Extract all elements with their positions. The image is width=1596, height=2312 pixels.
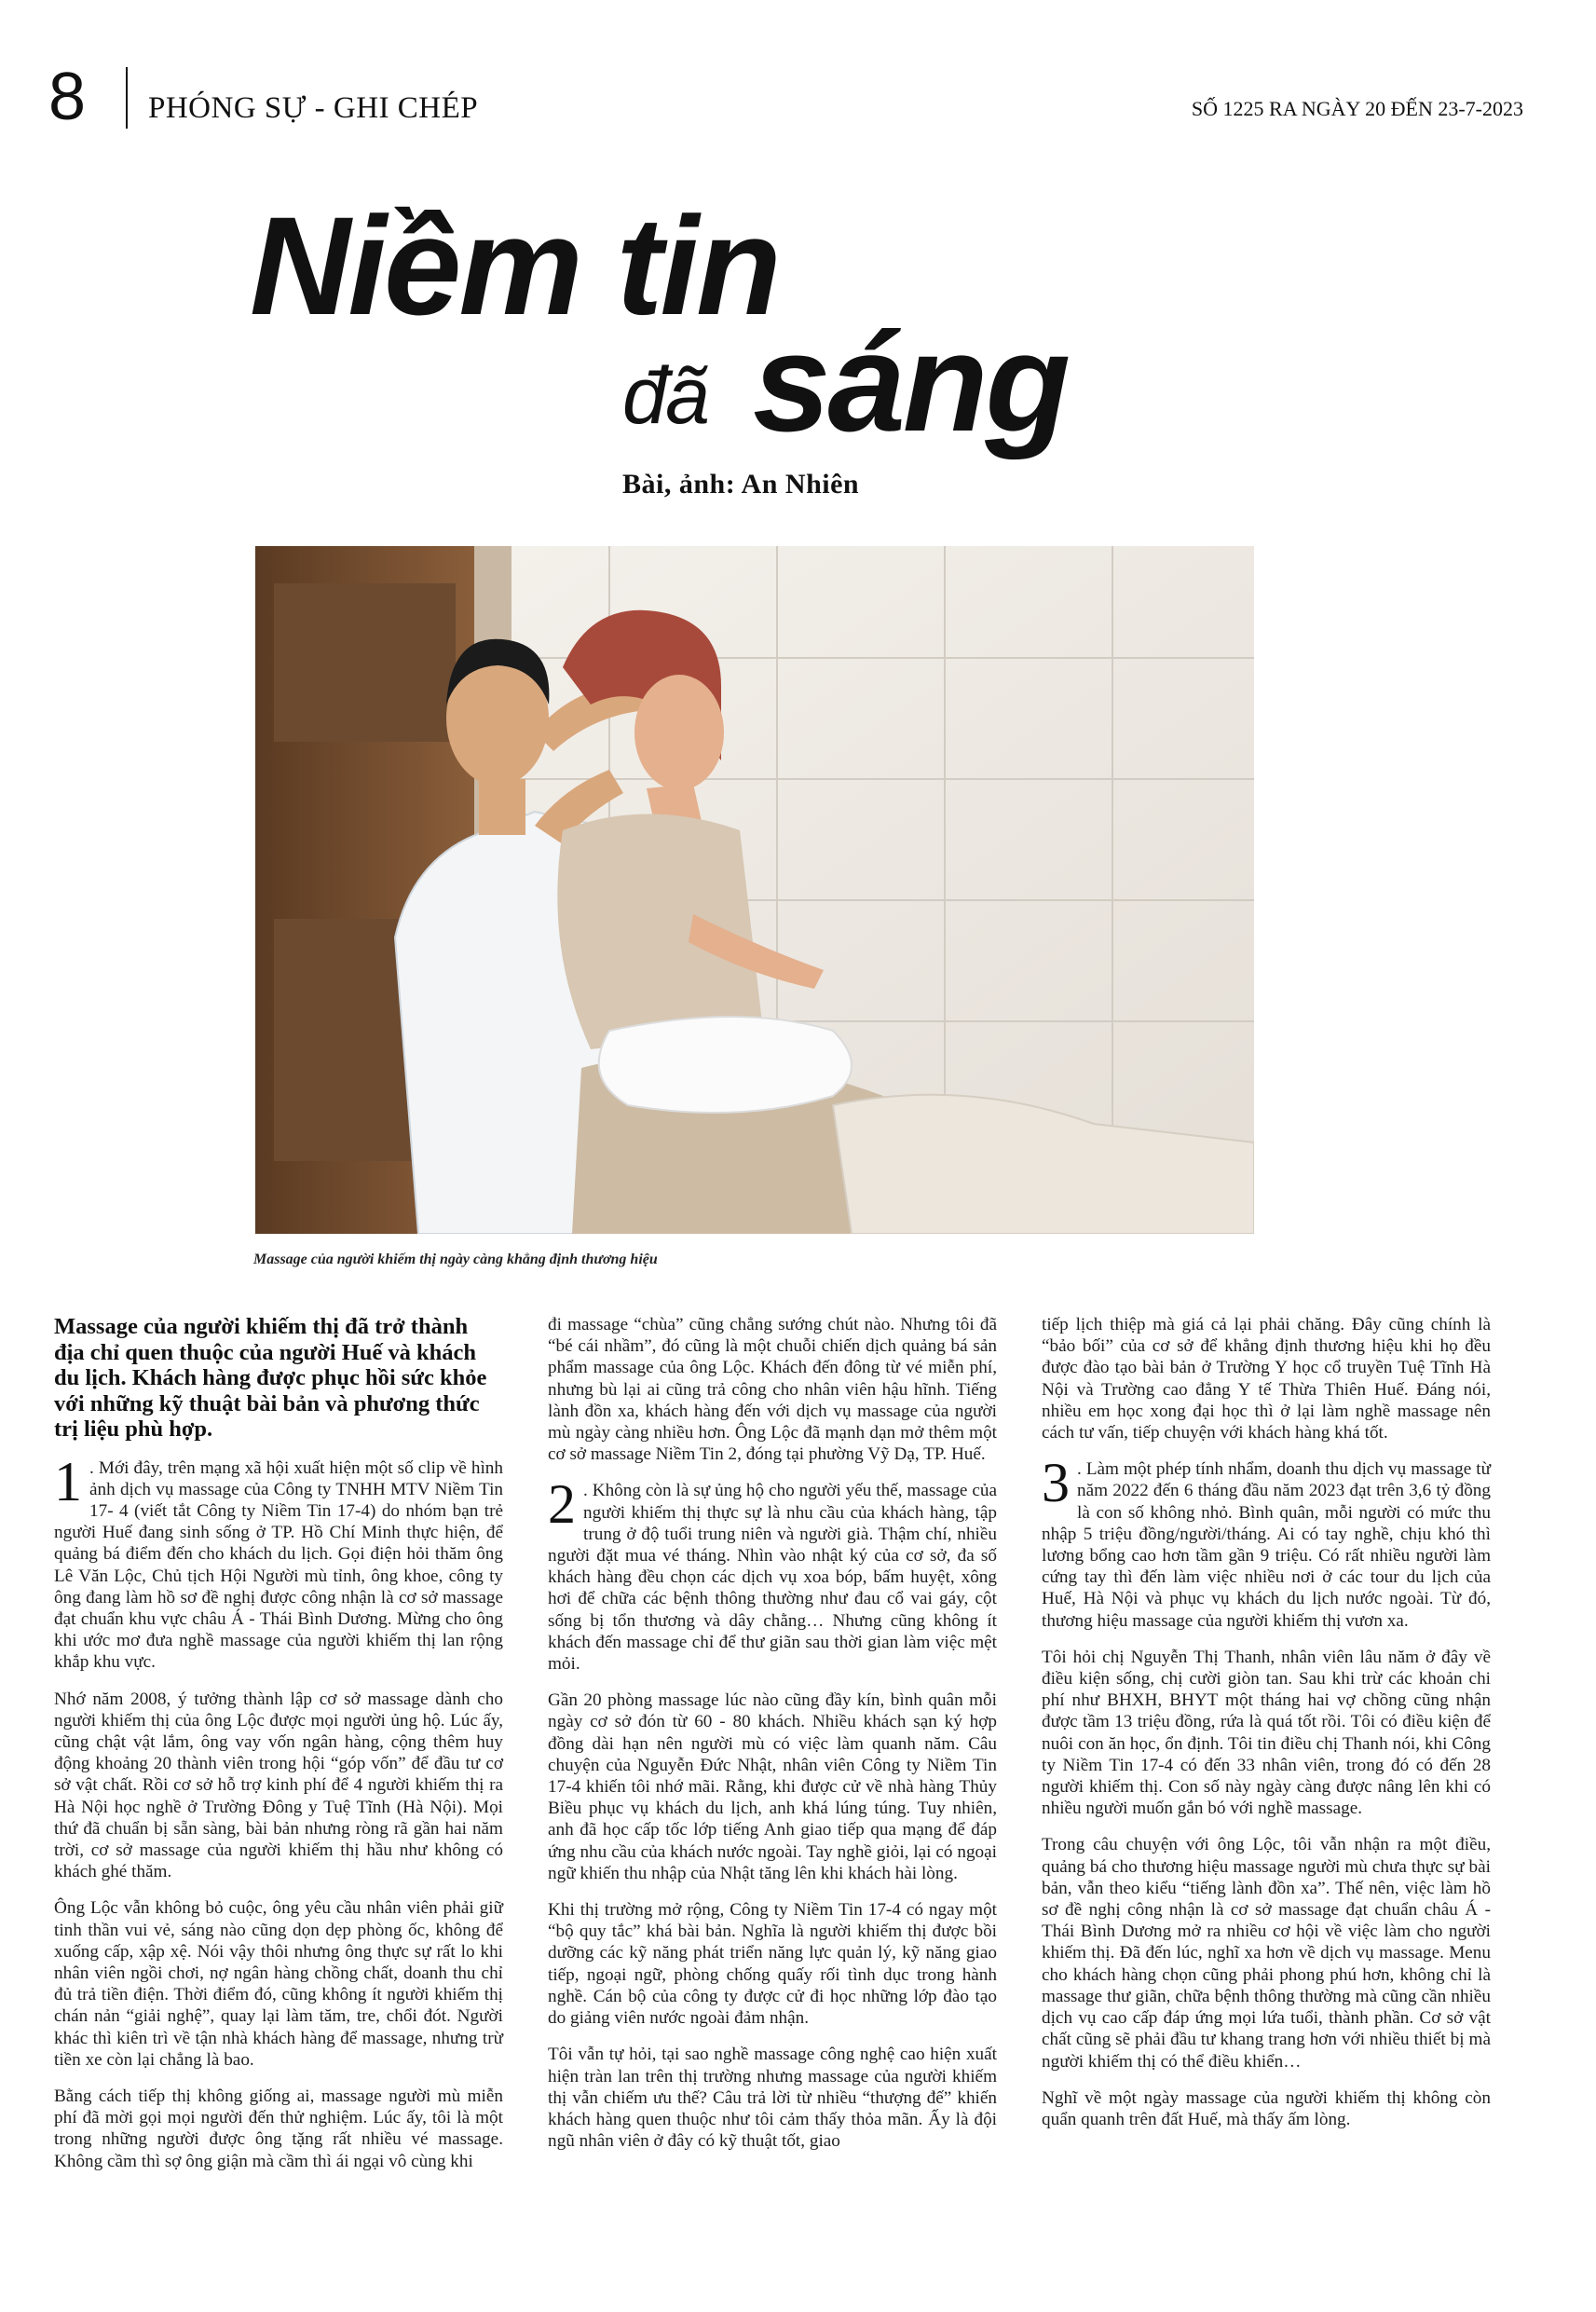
paragraph: tiếp lịch thiệp mà giá cả lại phải chăng. Đây cũng chính là “bảo bối” của cơ sở để khẳng định thương hiệu khi họ đều được đào tạo bài bản ở Trường Y học cổ truyền Tuệ Tĩnh Hà Nội và Trường cao đẳng Y tế Thừa Thiên Huế. Đáng nói, nhiều em học xong đại học thì ở lại làm nghề massage nên cách tư vấn, tiếp chuyện với khách hàng khá tốt. bbox=[1042, 1315, 1491, 1443]
section-number: 1 bbox=[54, 1450, 82, 1512]
headline-line2-small: đã bbox=[622, 351, 708, 441]
paragraph: Trong câu chuyện với ông Lộc, tôi vẫn nhận ra một điều, quảng bá cho thương hiệu massage người mù chưa thực sự bài bản, vẫn theo kiểu “tiếng lành đồn xa”. Thế nên, việc làm hồ sơ đề nghị công nhận là cơ sở massage đạt chuẩn châu Á - Thái Bình Dương mở ra nhiều cơ hội về việc làm cho người khiếm thị. Đã đến lúc, nghĩ xa hơn về dịch vụ massage. Menu cho khách hàng chọn cũng phải phong phú hơn, không chỉ là massage thư giãn, chữa bệnh thông thường mà cũng cần nhiều dịch vụ cao cấp đáp ứng mọi lứa tuổi, thành phần. Cơ sở vật chất cũng sẽ phải đầu tư khang trang hơn với nhiều thiết bị mà người khiếm thị có thể điều khiển… bbox=[1042, 1835, 1491, 2072]
section-3-paragraph: 3 . Làm một phép tính nhẩm, doanh thu dịch vụ massage từ năm 2022 đến 6 tháng đầu năm 2023 đạt trên 3,6 tỷ đồng là con số không nhỏ. Bình quân, mỗi người có mức thu nhập 5 triệu đồng/người/tháng. Ai có tay nghề, chịu khó thì lương bổng cao hơn tầm gần 9 triệu. Có rất nhiều người làm cứng tay thì đến làm việc nhiều nơi ở các tour du lịch của Huế, Hà Nội và phục vụ khách du lịch nước ngoài. Từ đó, thương hiệu massage của người khiếm thị vươn xa. bbox=[1042, 1452, 1491, 1631]
section-number: 3 bbox=[1042, 1452, 1070, 1514]
paragraph: Ông Lộc vẫn không bỏ cuộc, ông yêu cầu nhân viên phải giữ tinh thần vui vẻ, sáng nào cũng dọn dẹp phòng ốc, không để xuống cấp, xập xệ. Nói vậy thôi nhưng ông thực sự rất lo khi nhân viên ngồi chơi, nợ ngân hàng chồng chất, doanh thu chỉ đủ trả tiền điện. Thời điểm đó, cũng không ít người khiếm thị chán nản “giải nghệ”, quay lại làm tăm, tre, chổi đót. Người khác thì kiên trì về tận nhà khách hàng để massage, nhưng trừ tiền xe còn lại chẳng là bao. bbox=[54, 1898, 503, 2070]
text-column-3 bbox=[1042, 1314, 1491, 2145]
section-2-paragraph: 2 . Không còn là sự ủng hộ cho người yếu thế, massage của người khiếm thị thực sự là nhu cầu của khách hàng, tập trung ở độ tuổi trung niên và người già. Thậm chí, nhiều người đặt mua vé tháng. Nhìn vào nhật ký của cơ sở, đa số khách hàng đều chọn các dịch vụ xoa bóp, bấm huyệt, xông hơi để chữa các bệnh thông thường như đau cổ vai gáy, cột sống bị tổn thương và dây chằng… Nhưng cũng không ít khách đến massage chỉ để thư giãn sau thời gian làm việc mệt mỏi. bbox=[548, 1473, 997, 1675]
header-divider bbox=[126, 67, 128, 129]
paragraph: Gần 20 phòng massage lúc nào cũng đầy kín, bình quân mỗi ngày cơ sở đón từ 60 - 80 khách. Nhiều khách sạn ký hợp đồng dài hạn nên người mù có việc làm quanh năm. Câu chuyện của Nguyễn Đức Nhật, nhân viên Công ty Niềm Tin 17-4 khiến tôi nhớ mãi. Rằng, khi được cử về nhà hàng Thủy Biều phục vụ khách du lịch, anh khá lúng túng. Tuy nhiên, anh đã học cấp tốc lớp tiếng Anh giao tiếp qua mạng để đáp ứng nhu cầu của khách nước ngoài. Tay nghề giỏi, lại có ngoại ngữ khiến thu nhập của Nhật tăng lên khi khách hài lòng. bbox=[548, 1690, 997, 1883]
paragraph: Tôi vẫn tự hỏi, tại sao nghề massage công nghệ cao hiện xuất hiện tràn lan trên thị trường nhưng massage của người khiếm thị vẫn chiếm ưu thế? Câu trả lời từ nhiều “thượng đế” khiến khách hàng quen thuộc như tôi cảm thấy thỏa mãn. Ấy là đội ngũ nhân viên ở đây có kỹ thuật tốt, giao bbox=[548, 2045, 997, 2152]
photo-caption: Massage của người khiếm thị ngày càng khẳng định thương hiệu bbox=[253, 1252, 658, 1267]
text-column-2 bbox=[548, 1314, 997, 2167]
headline-line2-big: sáng bbox=[753, 304, 1069, 460]
text-column-1 bbox=[54, 1314, 503, 2187]
article-lead: Massage của người khiếm thị đã trở thành địa chỉ quen thuộc của người Huế và khách du lịch. Khách hàng được phục hồi sức khỏe với những kỹ thuật bài bản và phương thức trị liệu phù hợp. bbox=[54, 1314, 487, 1442]
paragraph: Tôi hỏi chị Nguyễn Thị Thanh, nhân viên lâu năm ở đây về điều kiện sống, chị cười giòn tan. Sau khi trừ các khoản chi phí như BHXH, BHYT một tháng hai vợ chồng cũng nhận được tầm 13 triệu đồng, rứa là quá tốt rồi. Tôi có điều kiện để nuôi con ăn học, ổn định. Tôi tin điều chị Thanh nói, khi Công ty Niềm Tin 17-4 có đến 33 nhân viên, trong đó có đến 28 người khiếm thị. Con số này ngày càng được nâng lên khi có nhiều người muốn gắn bó với nghề massage. bbox=[1042, 1647, 1491, 1819]
page-header bbox=[48, 45, 1523, 134]
paragraph: Khi thị trường mở rộng, Công ty Niềm Tin 17-4 có ngay một “bộ quy tắc” khá bài bản. Nghĩa là người khiếm thị được bồi dưỡng các kỹ năng phát triển năng lực quản lý, kỹ năng giao tiếp, ngoại ngữ, phòng chống quấy rối tình dục trong hành nghề. Cán bộ của công ty được cử đi học những lớp đào tạo do giảng viên nước ngoài đảm nhận. bbox=[548, 1900, 997, 2029]
issue-info: SỐ 1225 RA NGÀY 20 ĐẾN 23-7-2023 bbox=[1191, 97, 1523, 120]
byline: Bài, ảnh: An Nhiên bbox=[622, 469, 860, 499]
paragraph: Nghĩ về một ngày massage của người khiếm thị không còn quẩn quanh trên đất Huế, mà thấy ấm lòng. bbox=[1042, 2087, 1491, 2129]
section-1-paragraph: 1 . Mới đây, trên mạng xã hội xuất hiện một số clip về hình ảnh dịch vụ massage của Công ty TNHH MTV Niềm Tin 17- 4 (viết tắt Công ty Niềm Tin 17-4) do nhóm bạn trẻ người Huế đang sinh sống ở TP. Hồ Chí Minh thực hiện, để quảng bá điểm đến cho khách du lịch. Gọi điện hỏi thăm ông Lê Văn Lộc, Chủ tịch Hội Người mù tỉnh, ông khoe, công ty ông đang làm hồ sơ đề nghị được công nhận là cơ sở massage đạt chuẩn khu vực châu Á - Thái Bình Dương. Mừng cho ông khi ước mơ đưa nghề massage của người khiếm thị lan rộng khắp khu vực. bbox=[54, 1450, 503, 1673]
paragraph: Nhớ năm 2008, ý tưởng thành lập cơ sở massage dành cho người khiếm thị của ông Lộc được mọi người ủng hộ. Lúc ấy, cũng chật vật lắm, ông vay vốn ngân hàng, cộng thêm huy động khoảng 20 thành viên trong hội “góp vốn” để đầu tư cơ sở vật chất. Rồi cơ sở hỗ trợ kinh phí để 4 người khiếm thị ra Hà Nội học nghề ở Trường Đông y Tuệ Tĩnh (Hà Nội). Mọi thứ đã chuẩn bị sẵn sàng, bài bản nhưng ròng rã gần hai năm trời, cơ sở massage của người khiếm thị hầu như không có khách ghé thăm. bbox=[54, 1689, 503, 1882]
section-number: 2 bbox=[548, 1473, 576, 1536]
paragraph: Bằng cách tiếp thị không giống ai, massage người mù miễn phí đã mời gọi mọi người đến thử nghiệm. Lúc ấy, tôi là một trong những người được ông tặng rất nhiều vé massage. Không cầm thì sợ ông giận mà cầm thì ái ngại vô cùng khi bbox=[54, 2086, 503, 2171]
headline-line1: Niềm tin bbox=[250, 187, 779, 344]
page-number: 8 bbox=[48, 60, 87, 134]
article-photo bbox=[255, 546, 1254, 1234]
section-title: PHÓNG SỰ - GHI CHÉP bbox=[148, 91, 479, 125]
paragraph: đi massage “chùa” cũng chẳng sướng chút nào. Nhưng tôi đã “bé cái nhầm”, đó cũng là một chuỗi chiến dịch quảng bá sản phẩm massage của ông Lộc. Khách đến đông từ vé miễn phí, nhưng bù lại ai cũng trả công cho nhân viên hậu hĩnh. Tiếng lành đồn xa, khách hàng đến với dịch vụ massage của người mù ngày càng nhiều hơn. Ông Lộc đã mạnh dạn mở thêm một cơ sở massage Niềm Tin 2, đóng tại phường Vỹ Dạ, TP. Huế. bbox=[548, 1315, 997, 1465]
